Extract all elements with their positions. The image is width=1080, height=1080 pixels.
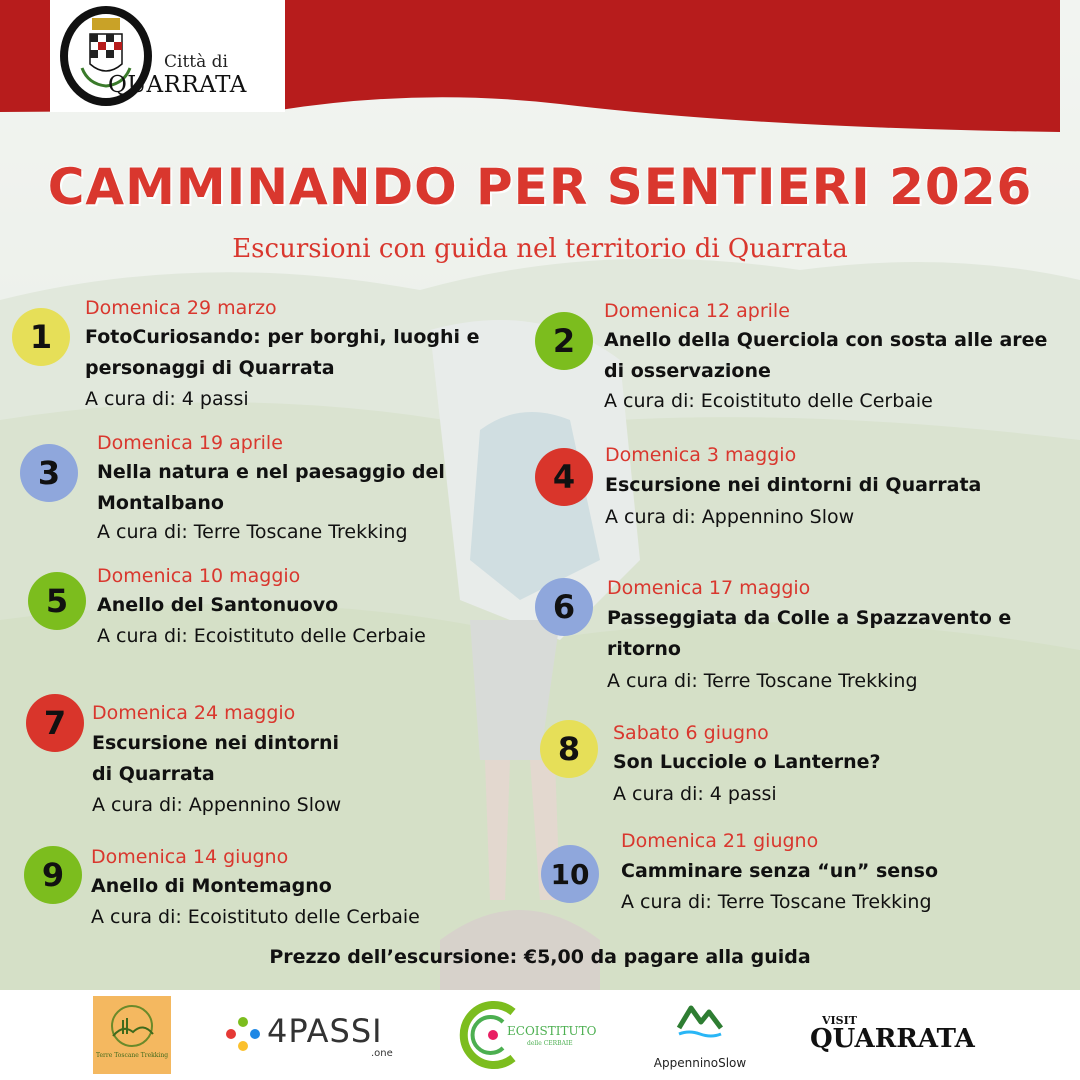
city-name-small: Città di <box>164 52 228 72</box>
event-title: Camminare senza “un” senso <box>621 860 939 882</box>
event-title: Anello di Montemagno <box>91 875 332 897</box>
event-organizer: A cura di: Appennino Slow <box>605 506 855 528</box>
event-number-badge: 8 <box>540 720 598 778</box>
event-number-badge: 1 <box>12 308 70 366</box>
event-title: Escursione nei dintorni di Quarrata <box>605 474 982 496</box>
event-organizer: A cura di: Ecoistituto delle Cerbaie <box>91 906 420 928</box>
terre-toscane-logo <box>93 996 171 1074</box>
event-date: Domenica 29 marzo <box>85 297 277 319</box>
event-date: Domenica 3 maggio <box>605 444 797 466</box>
event-organizer: A cura di: 4 passi <box>613 783 777 805</box>
event-organizer: A cura di: Terre Toscane Trekking <box>97 521 408 543</box>
hills-icon <box>93 996 171 1074</box>
appennino-slow-text: AppenninoSlow <box>653 1056 747 1070</box>
event-title: Nella natura e nel paesaggio del Montalbano <box>97 461 445 514</box>
page-subtitle: Escursioni con guida nel territorio di Quarrata <box>232 234 848 264</box>
event-number-badge: 6 <box>535 578 593 636</box>
event-date: Domenica 19 aprile <box>97 432 283 454</box>
terre-toscane-text: Terre Toscane Trekking <box>95 1052 169 1059</box>
event-date: Domenica 21 giugno <box>621 830 819 852</box>
quattro-passi-logo <box>225 1012 400 1062</box>
ecoistituto-logo <box>455 1000 605 1072</box>
visit-quarrata-logo <box>810 1010 990 1060</box>
event-date: Domenica 24 maggio <box>92 702 296 724</box>
event-title: Son Lucciole o Lanterne? <box>613 751 881 773</box>
event-title: Escursione nei dintorni di Quarrata <box>92 732 340 785</box>
event-title: Anello della Querciola con sosta alle aree di osservazione <box>604 329 1048 382</box>
event-organizer: A cura di: Terre Toscane Trekking <box>621 891 932 913</box>
event-title: Passeggiata da Colle a Spazzavento e ritorno <box>607 607 1012 660</box>
event-date: Domenica 10 maggio <box>97 565 301 587</box>
event-organizer: A cura di: Ecoistituto delle Cerbaie <box>97 625 426 647</box>
event-organizer: A cura di: Appennino Slow <box>92 794 342 816</box>
event-number-badge: 7 <box>26 694 84 752</box>
event-organizer: A cura di: 4 passi <box>85 388 249 410</box>
sponsor-footer <box>0 990 1080 1080</box>
mountain-icon <box>675 1000 725 1042</box>
ecoistituto-text: ECOISTITUTO <box>507 1024 597 1038</box>
event-number-badge: 5 <box>28 572 86 630</box>
event-organizer: A cura di: Ecoistituto delle Cerbaie <box>604 390 933 412</box>
page-title: CAMMINANDO PER SENTIERI 2026 <box>47 158 1033 216</box>
quattro-passi-text: 4PASSI <box>267 1012 383 1050</box>
city-logo <box>50 0 285 112</box>
visit-small-text: VISIT <box>822 1014 857 1027</box>
event-date: Sabato 6 giugno <box>613 722 769 744</box>
event-title: FotoCuriosando: per borghi, luoghi e personaggi di Quarrata <box>85 326 480 379</box>
visit-big-text: QUARRATA <box>810 1024 975 1054</box>
price-note: Prezzo dell’escursione: €5,00 da pagare alla guida <box>269 946 811 968</box>
dots-icon <box>225 1016 261 1052</box>
event-date: Domenica 14 giugno <box>91 846 289 868</box>
event-number-badge: 3 <box>20 444 78 502</box>
ecoistituto-sub: delle CERBAIE <box>527 1040 573 1047</box>
quattro-passi-sub: .one <box>371 1048 393 1059</box>
appennino-slow-logo <box>645 1000 755 1075</box>
event-date: Domenica 17 maggio <box>607 577 811 599</box>
event-title: Anello del Santonuovo <box>97 594 339 616</box>
event-number-badge: 4 <box>535 448 593 506</box>
city-name-big: QUARRATA <box>108 72 247 98</box>
event-number-badge: 2 <box>535 312 593 370</box>
event-organizer: A cura di: Terre Toscane Trekking <box>607 670 918 692</box>
event-number-badge: 9 <box>24 846 82 904</box>
event-date: Domenica 12 aprile <box>604 300 790 322</box>
event-number-badge: 10 <box>541 845 599 903</box>
